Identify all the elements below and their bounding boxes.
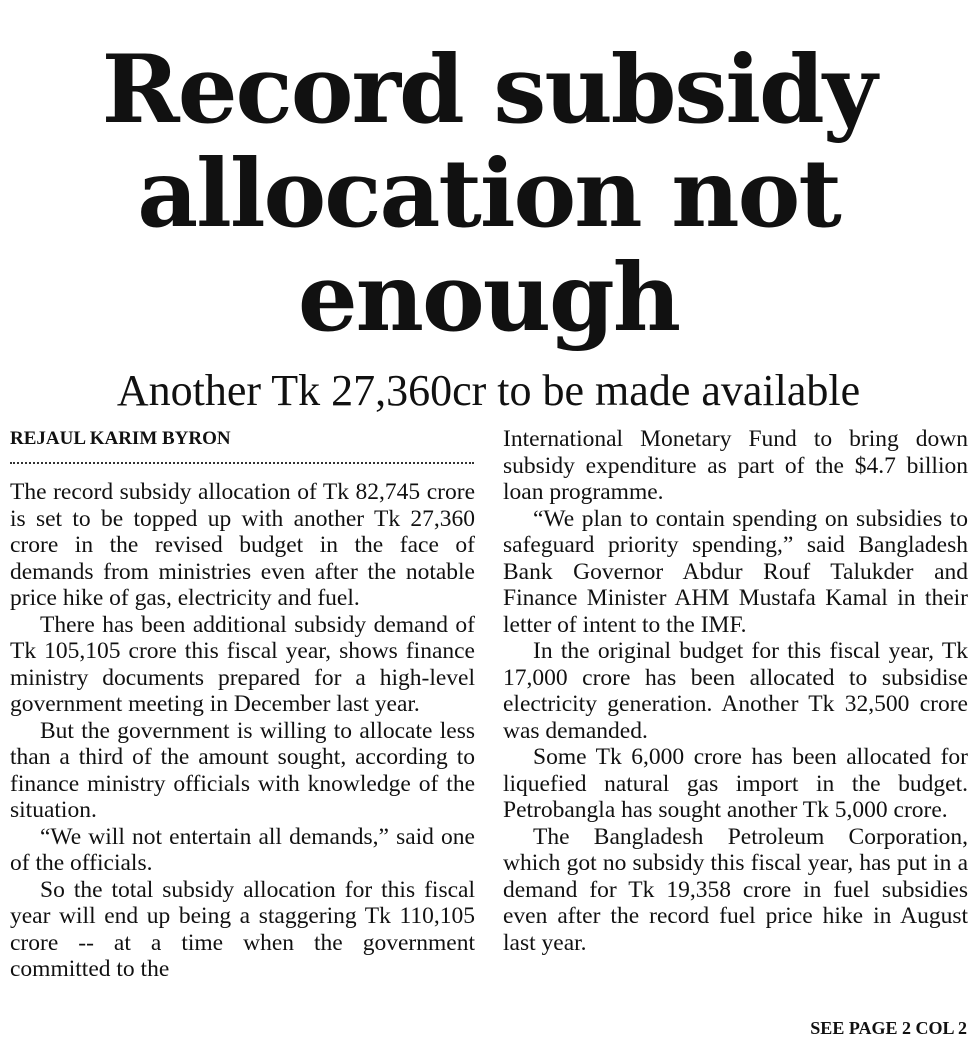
article-paragraph: So the total subsidy allocation for this fiscal year will end up being a staggering Tk 110,105 crore -- at a time when the government committed to the — [10, 876, 475, 982]
article-paragraph: Some Tk 6,000 crore has been allocated for liquefied natural gas import in the budget. Petrobangla has sought another Tk 5,000 crore. — [503, 744, 968, 823]
article-paragraph: “We plan to contain spending on subsidies to safeguard priority spending,” said Bangladesh Bank Governor Abdur Rouf Talukder and Finance Minister AHM Mustafa Kamal in their letter of intent to the IMF. — [503, 505, 968, 638]
article-paragraph: International Monetary Fund to bring down subsidy expenditure as part of the $4.7 billion loan programme. — [503, 426, 968, 505]
article-column-left — [10, 479, 475, 983]
article-paragraph: In the original budget for this fiscal year, Tk 17,000 crore has been allocated to subsidise electricity generation. Another Tk 32,500 crore was demanded. — [503, 638, 968, 744]
article-paragraph: There has been additional subsidy demand of Tk 105,105 crore this fiscal year, shows finance ministry documents prepared for a high-level government meeting in December last year. — [10, 611, 475, 717]
subheadline: Another Tk 27,360cr to be made available — [116, 366, 861, 415]
headline-line: allocation not — [137, 139, 840, 249]
article-column-right — [503, 426, 968, 956]
article-paragraph: “We will not entertain all demands,” said one of the officials. — [10, 823, 475, 876]
continued-on-page-link[interactable]: SEE PAGE 2 COL 2 — [810, 1018, 967, 1038]
headline — [0, 35, 977, 353]
headline-line: enough — [297, 243, 680, 353]
headline-line: Record subsidy — [101, 35, 876, 145]
article-paragraph: The Bangladesh Petroleum Corporation, which got no subsidy this fiscal year, has put in a demand for Tk 19,358 crore in fuel subsidies even after the record fuel price hike in August last year. — [503, 823, 968, 956]
article-paragraph: The record subsidy allocation of Tk 82,745 crore is set to be topped up with another Tk 27,360 crore in the revised budget in the face of demands from ministries even after the notable price hike of gas, electricity and fuel. — [10, 479, 475, 611]
byline-divider — [10, 462, 474, 464]
article-paragraph: But the government is willing to allocate less than a third of the amount sought, according to finance ministry officials with knowledge of the situation. — [10, 717, 475, 823]
byline: REJAUL KARIM BYRON — [10, 428, 231, 449]
